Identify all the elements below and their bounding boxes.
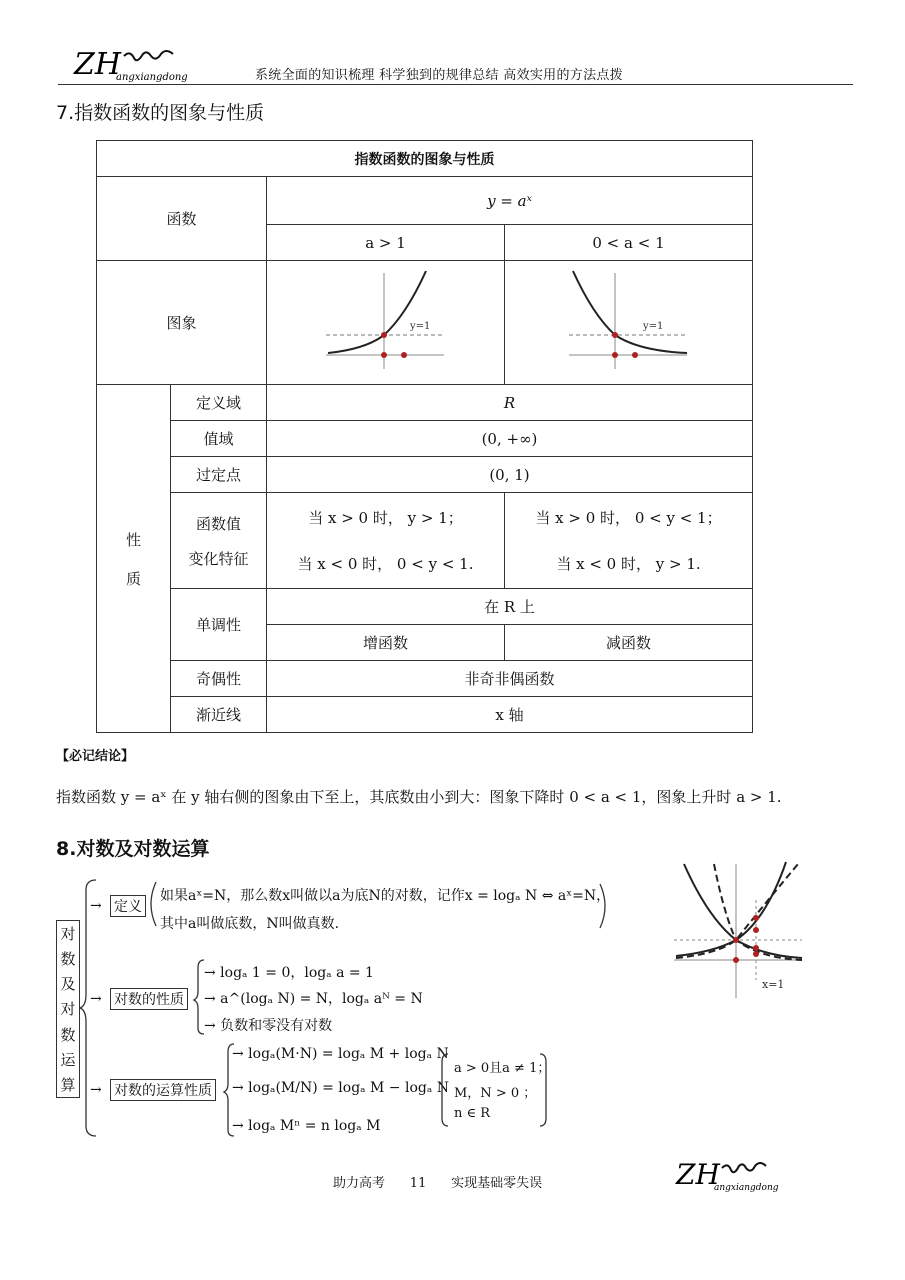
footer-logo [674,1156,794,1194]
case-a-lt-1: 0 < a < 1 [505,225,753,261]
definition-line1: 如果aˣ=N，那么数x叫做以a为底N的对数，记作x = logₐ N ⇔ aˣ=N， [160,888,611,904]
asymptote-value: x 轴 [267,697,753,733]
range-value: (0, +∞) [267,421,753,457]
row-label-function: 函数 [97,177,267,261]
monotonic-scope: 在 R 上 [267,589,753,625]
asymptote-label: 渐近线 [171,697,267,733]
footer-text: 助力高考 11 实现基础零失误 [333,1176,543,1191]
properties-arrow: → [90,991,102,1007]
small-graph-label: x=1 [762,978,785,991]
definition-line2: 其中a叫做底数，N叫做真数. [160,916,340,932]
small-comparison-graph [674,860,804,1000]
property-2: → a^(logₐ N) = N，logₐ aᴺ = N [204,991,423,1007]
op-1: → logₐ(M·N) = logₐ M + logₐ N [232,1046,449,1062]
property-1: → logₐ 1 = 0，logₐ a = 1 [204,965,374,981]
fixed-point-label: 过定点 [171,457,267,493]
domain-label: 定义域 [171,385,267,421]
graph-increasing-cell [267,261,505,385]
definition-close-paren [598,882,610,932]
graph-decreasing [569,269,689,373]
graph-label-y1: y=1 [409,320,430,332]
ops-box: 对数的运算性质 [110,1079,216,1101]
definition-arrow: → [90,898,102,914]
group-label-2: 质 [125,569,141,588]
value-change-case2: 当 x > 0 时， 0 < y < 1； 当 x < 0 时， y > 1. [505,493,753,589]
header-logo [72,44,202,84]
domain-value: R [267,385,753,421]
log-root-box: 对 数 及 对 数 运 算 [56,920,80,1098]
row-label-graph: 图象 [97,261,267,385]
condition-1: a > 0且a ≠ 1； [454,1061,551,1076]
section-title-8: 8.对数及对数运算 [56,838,210,860]
group-label-1: 性 [125,530,141,549]
fixed-point-value: (0, 1) [267,457,753,493]
monotonic-increasing: 增函数 [267,625,505,661]
table-caption: 指数函数的图象与性质 [97,141,753,177]
graph-label-y1: y=1 [642,320,663,332]
monotonic-label: 单调性 [171,589,267,661]
op-3: → logₐ Mⁿ = n logₐ M [232,1118,381,1134]
exponential-properties-table [96,140,753,733]
svg-text:angxiangdong: angxiangdong [714,1183,779,1193]
ops-arrow: → [90,1082,102,1098]
conclusion-text: 指数函数 y = aˣ 在 y 轴右侧的图象由下至上，其底数由小到大：图象下降时 0 < a < 1，图象上升时 a > 1. [56,788,782,806]
value-change-case1: 当 x > 0 时， y > 1； 当 x < 0 时， 0 < y < 1. [267,493,505,589]
parity-value: 非奇非偶函数 [267,661,753,697]
graph-increasing [326,269,446,373]
row-group-properties [97,385,171,733]
function-formula: y = aˣ [267,177,753,225]
definition-box: 定义 [110,895,146,917]
op-2: → logₐ(M/N) = logₐ M − logₐ N [232,1080,449,1096]
conclusion-label: 【必记结论】 [56,749,135,764]
property-3: → 负数和零没有对数 [204,1018,333,1034]
properties-box: 对数的性质 [110,988,188,1010]
graph-decreasing-cell [505,261,753,385]
svg-text:ZH: ZH [676,1158,720,1191]
condition-3: n ∈ R [454,1106,491,1121]
value-change-label: 函数值 变化特征 [171,493,267,589]
header-tagline: 系统全面的知识梳理 科学独到的规律总结 高效实用的方法点拨 [255,68,623,83]
monotonic-decreasing: 减函数 [505,625,753,661]
logo-sub: angxiangdong [116,72,188,83]
condition-2: M，N > 0 ； [454,1086,537,1101]
section-title-7: 7.指数函数的图象与性质 [56,102,265,124]
header-divider [58,84,853,85]
range-label: 值域 [171,421,267,457]
logo-letters: ZH [74,47,122,82]
parity-label: 奇偶性 [171,661,267,697]
case-a-gt-1: a > 1 [267,225,505,261]
